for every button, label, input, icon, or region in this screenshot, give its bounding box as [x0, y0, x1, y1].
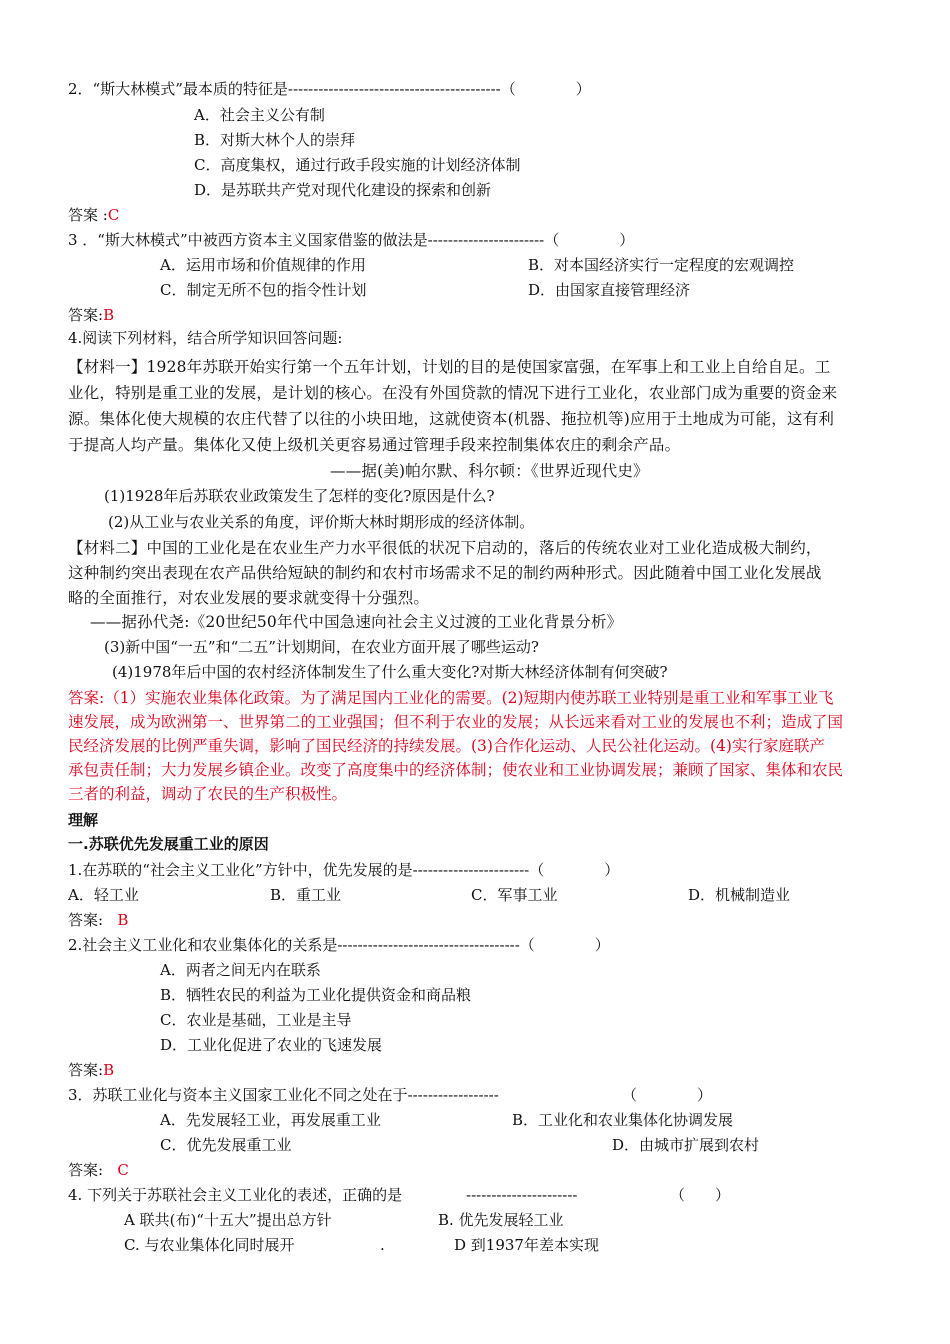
- u1-option-d: D．机械制造业: [688, 886, 791, 904]
- answer-value: B: [117, 911, 129, 929]
- q4-answer-line-3: 民经济发展的比例严重失调，影响了国民经济的持续发展。(3)合作化运动、人民公社化运动。(4)实行家庭联产: [68, 737, 825, 755]
- answer-value: C: [107, 206, 120, 224]
- u4-stem: 4. 下列关于苏联社会主义工业化的表述，正确的是: [68, 1186, 403, 1204]
- u4-option-d: D 到1937年差本实现: [454, 1236, 599, 1254]
- u2-option-a: A．两者之间无内在联系: [160, 961, 321, 979]
- material-one-line-3: 源。集体化使大规模的农庄代替了以往的小块田地，这就使资本(机器、拖拉机等)应用于土地成为可能，这有利: [68, 410, 835, 428]
- u4-option-c: C. 与农业集体化同时展开: [124, 1236, 295, 1254]
- q2-answer: [68, 204, 119, 226]
- answer-label: 答案 :: [68, 206, 108, 224]
- u1-option-a: A．轻工业: [68, 886, 139, 904]
- q4-stem: 4.阅读下列材料，结合所学知识回答问题:: [68, 329, 343, 347]
- q3-option-a: A．运用市场和价值规律的作用: [160, 256, 366, 274]
- material-one-line-2: 业化，特别是重工业的发展，是计划的核心。在没有外国贷款的情况下进行工业化，农业部门成为重要的资金来: [68, 384, 838, 402]
- q2-option-b: B．对斯大林个人的崇拜: [194, 131, 356, 149]
- answer-label: 答案:: [68, 1061, 104, 1079]
- answer-value: B: [103, 1061, 115, 1079]
- q2-option-c: C．高度集权，通过行政手段实施的计划经济体制: [194, 156, 521, 174]
- u1-option-b: B．重工业: [270, 886, 342, 904]
- material-one-source: ——据(美)帕尔默、科尔顿：《世界近现代史》: [330, 462, 649, 480]
- u1-answer: [68, 909, 128, 931]
- section-subtitle: 一.苏联优先发展重工业的原因: [68, 835, 269, 853]
- sub-question-2: (2)从工业与农业关系的角度，评价斯大林时期形成的经济体制。: [108, 513, 535, 531]
- material-two-source: ——据孙代尧:《20世纪50年代中国急速向社会主义过渡的工业化背景分析》: [90, 613, 623, 631]
- answer-value: B: [103, 306, 115, 324]
- q2-stem: 2．“斯大林模式”最本质的特征是------------------------------------------（ ）: [68, 80, 591, 98]
- q3-option-c: C．制定无所不包的指令性计划: [160, 281, 367, 299]
- answer-label: 答案:: [68, 911, 104, 929]
- u4-option-a: A 联共(布)“十五大”提出总方针: [124, 1211, 332, 1229]
- u1-stem: 1.在苏联的“社会主义工业化”方针中，优先发展的是-----------------------（ ）: [68, 861, 620, 879]
- u3-answer: [68, 1159, 129, 1181]
- u2-option-c: C．农业是基础，工业是主导: [160, 1011, 352, 1029]
- answer-label: 答案:: [68, 1161, 104, 1179]
- material-one-line-4: 于提高人均产量。集体化又使上级机关更容易通过管理手段来控制集体农庄的剩余产品。: [68, 436, 681, 454]
- answer-value: C: [117, 1161, 129, 1179]
- material-two-line-3: 略的全面推行，对农业发展的要求就变得十分强烈。: [68, 589, 430, 607]
- u3-option-d: D．由城市扩展到农村: [612, 1136, 760, 1154]
- u3-option-b: B．工业化和农业集体化协调发展: [512, 1111, 734, 1129]
- sub-question-4: (4)1978年后中国的农村经济体制发生了什么重大变化?对斯大林经济体制有何突破?: [112, 663, 668, 681]
- section-title: 理解: [68, 811, 99, 829]
- u3-option-a: A．先发展轻工业，再发展重工业: [160, 1111, 381, 1129]
- sub-question-1: (1)1928年后苏联农业政策发生了怎样的变化?原因是什么?: [104, 487, 495, 505]
- q4-answer-line-2: 速发展，成为欧洲第一、世界第二的工业强国；但不利于农业的发展；从长远来看对工业的发展也不利；造成了国: [68, 713, 844, 731]
- u4-answer-paren: （ ）: [670, 1186, 731, 1204]
- q4-answer-line-5: 三者的利益，调动了农民的生产积极性。: [68, 785, 348, 803]
- u1-option-c: C．军事工业: [471, 886, 558, 904]
- q2-option-d: D．是苏联共产党对现代化建设的探索和创新: [194, 181, 492, 199]
- q3-answer: [68, 304, 114, 326]
- q3-option-b: B．对本国经济实行一定程度的宏观调控: [528, 256, 795, 274]
- u4-option-b: B. 优先发展轻工业: [438, 1211, 564, 1229]
- material-two-line-2: 这种制约突出表现在农产品供给短缺的制约和农村市场需求不足的制约两种形式。因此随着中国工业化发展战: [68, 564, 822, 582]
- u3-answer-paren: （ ）: [622, 1086, 713, 1104]
- material-one-line-1: 【材料一】1928年苏联开始实行第一个五年计划，计划的目的是使国家富强，在军事上和工业上自给自足。工: [68, 358, 831, 376]
- u3-stem: 3．苏联工业化与资本主义国家工业化不同之处在于------------------: [68, 1086, 499, 1104]
- q4-answer-line-1: 答案:（1）实施农业集体化政策。为了满足国内工业化的需要。(2)短期内使苏联工业特别是重工业和军事工业飞: [68, 689, 834, 707]
- u2-option-d: D．工业化促进了农业的飞速发展: [160, 1036, 383, 1054]
- answer-label: 答案:: [68, 306, 104, 324]
- sub-question-3: (3)新中国“一五”和“二五”计划期间，在农业方面开展了哪些运动?: [104, 638, 539, 656]
- u2-stem: 2.社会主义工业化和农业集体化的关系是------------------------------------（ ）: [68, 936, 610, 954]
- material-two-line-1: 【材料二】中国的工业化是在农业生产力水平很低的状况下启动的，落后的传统农业对工业化造成极大制约，: [68, 539, 822, 557]
- u4-stray-dot: .: [380, 1236, 385, 1254]
- q3-stem: 3 ．“斯大林模式”中被西方资本主义国家借鉴的做法是-----------------------（ ）: [68, 231, 635, 249]
- q2-option-a: A．社会主义公有制: [194, 106, 325, 124]
- u4-dashes: ----------------------: [466, 1186, 578, 1204]
- q4-answer-line-4: 承包责任制；大力发展乡镇企业。改变了高度集中的经济体制；使农业和工业协调发展；兼顾了国家、集体和农民: [68, 761, 844, 779]
- u3-option-c: C．优先发展重工业: [160, 1136, 292, 1154]
- u2-answer: [68, 1059, 114, 1081]
- q3-option-d: D．由国家直接管理经济: [528, 281, 691, 299]
- u2-option-b: B．牺牲农民的利益为工业化提供资金和商品粮: [160, 986, 472, 1004]
